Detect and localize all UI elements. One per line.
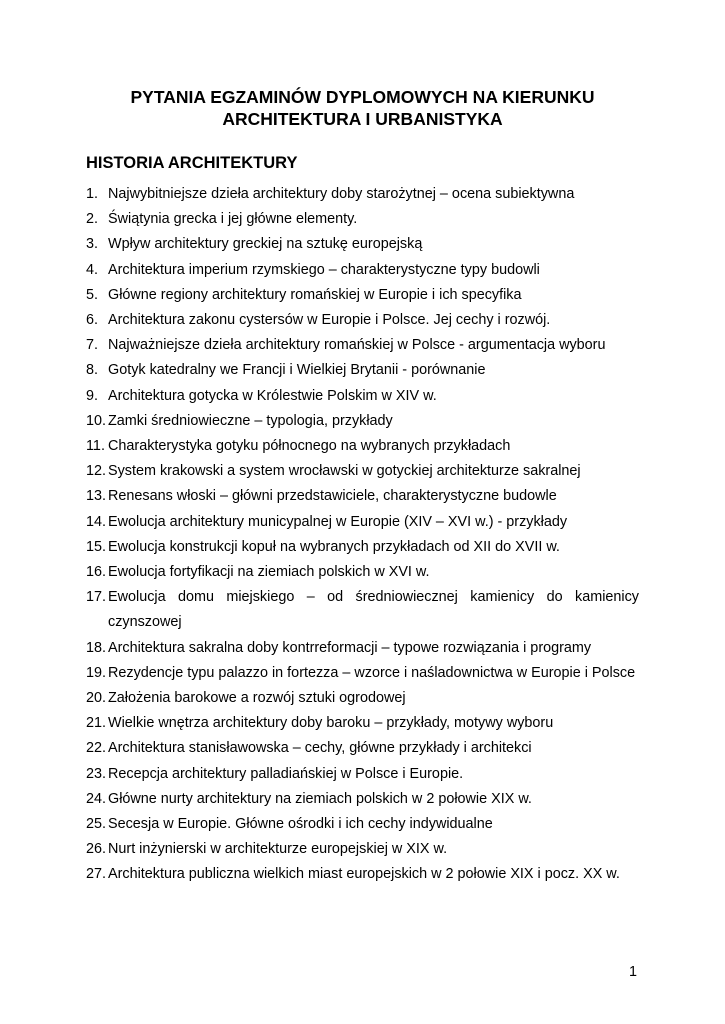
question-text: Nurt inżynierski w architekturze europejskiej w XIX w.: [108, 841, 448, 858]
question-number: 6.: [86, 312, 99, 329]
question-text: Ewolucja domu miejskiego – od średniowiecznej kamienicy do kamienicy czynszowej: [108, 589, 639, 631]
question-text: Architektura imperium rzymskiego – charakterystyczne typy budowli: [108, 261, 540, 278]
list-item: [86, 736, 639, 761]
question-text: Architektura gotycka w Królestwie Polskim w XIV w.: [108, 387, 437, 404]
question-text: Architektura publiczna wielkich miast europejskich w 2 połowie XIX i pocz. XX w.: [108, 866, 620, 883]
question-text: Zamki średniowieczne – typologia, przykłady: [108, 412, 393, 429]
question-text: Architektura zakonu cystersów w Europie i Polsce. Jej cechy i rozwój.: [108, 312, 551, 329]
list-item: [86, 812, 639, 837]
question-number: 5.: [86, 286, 99, 303]
list-item: [86, 510, 639, 535]
list-item: [86, 258, 639, 283]
page-number: 1: [629, 964, 638, 980]
list-item: [86, 636, 639, 661]
question-text: Najwybitniejsze dzieła architektury doby starożytnej – ocena subiektywna: [108, 186, 575, 202]
list-item: [86, 409, 639, 434]
list-item: [86, 182, 639, 207]
question-number: 14.: [86, 513, 107, 530]
question-number: 4.: [86, 261, 99, 278]
question-number: 21.: [86, 715, 107, 732]
question-number: 12.: [86, 463, 107, 480]
list-item: [86, 862, 639, 887]
question-text: Architektura stanisławowska – cechy, główne przykłady i architekci: [108, 740, 532, 757]
question-number: 26.: [86, 841, 107, 858]
document-title-line-1: PYTANIA EGZAMINÓW DYPLOMOWYCH NA KIERUNKU: [130, 87, 595, 107]
list-item: [86, 837, 639, 862]
question-number: 7.: [86, 337, 99, 354]
list-item: [86, 560, 639, 585]
question-text: Najważniejsze dzieła architektury romańskiej w Polsce - argumentacja wyboru: [108, 337, 606, 354]
list-item: [86, 787, 639, 812]
question-text: Renesans włoski – główni przedstawiciele, charakterystyczne budowle: [108, 488, 557, 505]
question-text: Główne nurty architektury na ziemiach polskich w 2 połowie XIX w.: [108, 790, 532, 807]
document-title: [60, 86, 665, 130]
question-number: 9.: [86, 387, 99, 404]
list-item: [86, 333, 639, 358]
question-number: 27.: [86, 866, 107, 883]
question-number: 22.: [86, 740, 107, 757]
question-number: 1.: [86, 186, 99, 202]
question-text: Secesja w Europie. Główne ośrodki i ich cechy indywidualne: [108, 816, 493, 833]
list-item: [86, 308, 639, 333]
list-item: [86, 762, 639, 787]
question-text: Ewolucja konstrukcji kopuł na wybranych przykładach od XII do XVII w.: [108, 538, 560, 555]
list-item: [86, 686, 639, 711]
list-item: [86, 459, 639, 484]
question-number: 10.: [86, 412, 107, 429]
question-text: Architektura sakralna doby kontrreformacji – typowe rozwiązania i programy: [108, 639, 592, 656]
question-number: 23.: [86, 765, 107, 782]
list-item: [86, 585, 639, 635]
question-number: 13.: [86, 488, 107, 505]
list-item: [86, 207, 639, 232]
question-text: Rezydencje typu palazzo in fortezza – wzorce i naśladownictwa w Europie i Polsce: [108, 664, 636, 681]
question-text: Wpływ architektury greckiej na sztukę europejską: [108, 236, 423, 253]
question-number: 2.: [86, 211, 99, 228]
question-text: Świątynia grecka i jej główne elementy.: [108, 211, 358, 228]
question-list: [86, 182, 639, 888]
question-text: Ewolucja fortyfikacji na ziemiach polskich w XVI w.: [108, 564, 430, 581]
question-text: Założenia barokowe a rozwój sztuki ogrodowej: [108, 690, 406, 707]
question-number: 24.: [86, 790, 107, 807]
question-text: Ewolucja architektury municypalnej w Europie (XIV – XVI w.) - przykłady: [108, 513, 568, 530]
question-text: Gotyk katedralny we Francji i Wielkiej Brytanii - porównanie: [108, 362, 486, 379]
question-number: 18.: [86, 639, 107, 656]
question-number: 15.: [86, 538, 107, 555]
question-text: Charakterystyka gotyku północnego na wybranych przykładach: [108, 438, 511, 455]
document-title-line-2: ARCHITEKTURA I URBANISTYKA: [222, 109, 503, 129]
list-item: [86, 434, 639, 459]
list-item: [86, 484, 639, 509]
question-number: 20.: [86, 690, 107, 707]
question-text: System krakowski a system wrocławski w gotyckiej architekturze sakralnej: [108, 463, 581, 480]
question-text: Wielkie wnętrza architektury doby baroku – przykłady, motywy wyboru: [108, 715, 554, 732]
list-item: [86, 661, 639, 686]
list-item: [86, 358, 639, 383]
question-text: Główne regiony architektury romańskiej w Europie i ich specyfika: [108, 286, 522, 303]
list-item: [86, 711, 639, 736]
question-number: 25.: [86, 816, 107, 833]
question-text: Recepcja architektury palladiańskiej w Polsce i Europie.: [108, 765, 464, 782]
section-heading: HISTORIA ARCHITEKTURY: [86, 154, 298, 172]
list-item: [86, 283, 639, 308]
list-item: [86, 232, 639, 257]
question-number: 19.: [86, 664, 107, 681]
question-number: 8.: [86, 362, 99, 379]
question-number: 11.: [86, 438, 105, 455]
list-item: [86, 384, 639, 409]
question-number: 3.: [86, 236, 99, 253]
question-number: 17.: [86, 589, 107, 606]
list-item: [86, 535, 639, 560]
question-number: 16.: [86, 564, 107, 581]
